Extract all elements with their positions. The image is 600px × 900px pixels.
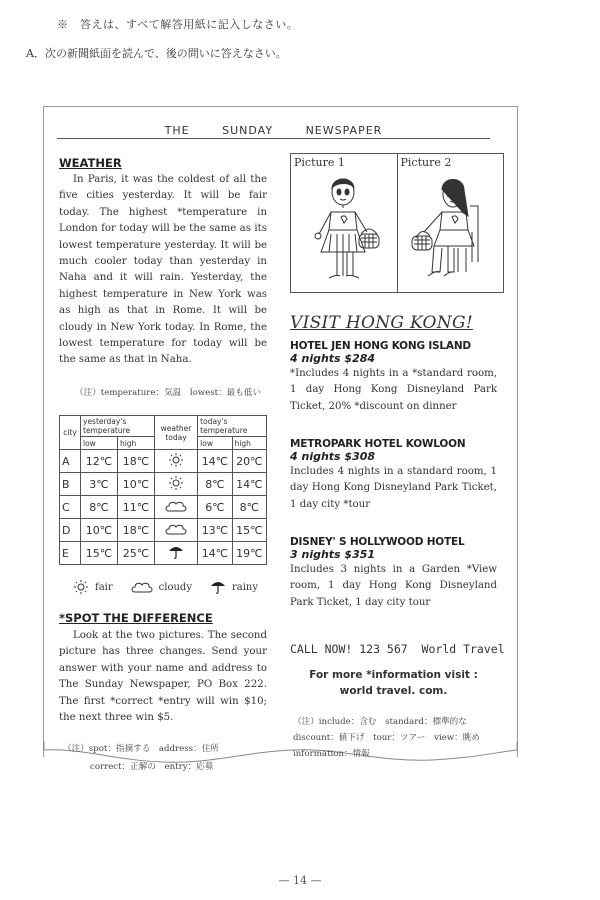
picture-1-label: Picture 1 [294, 156, 345, 169]
weather-cell [154, 496, 197, 519]
sun-icon [168, 457, 184, 470]
masthead [57, 124, 490, 139]
masthead-word: SUNDAY [222, 124, 274, 137]
hotel-listing [290, 536, 497, 611]
spot-heading: *SPOT THE DIFFERENCE [59, 611, 213, 625]
legend-cloudy: cloudy [158, 581, 192, 593]
more-info-line-1: For more *information visit : [309, 669, 478, 681]
hotel-name: METROPARK HOTEL KOWLOON [290, 438, 466, 450]
city-cell: D [60, 519, 81, 542]
weather-table-row [60, 450, 267, 473]
weather-note: （注）temperature：気温 lowest：最も低い [75, 388, 262, 398]
col-weather: weather today [154, 416, 197, 450]
hotel-price: 3 nights $351 [290, 548, 376, 561]
today-low-cell: 6℃ [198, 496, 232, 519]
col-y-high: high [117, 437, 154, 450]
girl-standing-illustration [291, 172, 396, 290]
more-info [290, 667, 497, 699]
col-t-low: low [198, 437, 232, 450]
weather-article: In Paris, it was the coldest of all the five cities yesterday. It will be fair today. The highest *temperature in London for today will be the same as its lowest temperature yesterday. It will be much cooler today than yesterday in Naha and it will rain. Yesterday, the highest temperature in New York was as high as that in Rome. It will be cloudy in New York today. In Rome, the lowest temperature for today will be the same as that in Naha. [59, 174, 267, 366]
cloud-icon [131, 580, 153, 594]
weather-table-row [60, 496, 267, 519]
picture-2-label: Picture 2 [400, 156, 452, 169]
masthead-word: NEWSPAPER [305, 124, 383, 137]
today-low-cell: 14℃ [198, 542, 232, 565]
sun-icon [168, 480, 184, 493]
weather-table [59, 415, 267, 565]
spot-note-2: correct：正解の entry：応募 [90, 762, 214, 772]
exam-instruction: ※ 答えは、すべて解答用紙に記入しなさい。 [57, 18, 299, 31]
today-high-cell: 19℃ [232, 542, 266, 565]
more-info-url: world travel. com. [339, 685, 448, 697]
today-low-cell: 14℃ [198, 450, 232, 473]
col-t-high: high [232, 437, 266, 450]
col-city: city [60, 416, 81, 450]
city-cell: B [60, 473, 81, 496]
city-cell: C [60, 496, 81, 519]
col-today: today's temperature [198, 416, 267, 437]
ad-title: VISIT HONG KONG! [290, 313, 473, 333]
weather-cell [154, 473, 197, 496]
spot-note-1: （注）spot：指摘する address：住所 [63, 744, 219, 754]
yesterday-low-cell: 15℃ [81, 542, 118, 565]
picture-1 [291, 154, 398, 292]
yesterday-low-cell: 12℃ [81, 450, 118, 473]
yesterday-high-cell: 11℃ [117, 496, 154, 519]
today-high-cell: 20℃ [232, 450, 266, 473]
weather-legend [73, 580, 273, 594]
yesterday-high-cell: 18℃ [117, 450, 154, 473]
weather-cell [154, 519, 197, 542]
today-high-cell: 15℃ [232, 519, 266, 542]
today-high-cell: 8℃ [232, 496, 266, 519]
today-low-cell: 13℃ [198, 519, 232, 542]
today-low-cell: 8℃ [198, 473, 232, 496]
hotel-name: DISNEY' S HOLLYWOOD HOTEL [290, 536, 465, 548]
hotel-name: HOTEL JEN HONG KONG ISLAND [290, 340, 471, 352]
spot-article: Look at the two pictures. The second picture has three changes. Send your answer with your name and address to The Sunday Newspaper, PO Box 222. The first *correct *entry will win $10; the next three win $5. [59, 630, 267, 724]
cloud-icon [165, 503, 187, 516]
ad-note: （注）include：含む standard：標準的な discount：値下げ tour：ツアー view：眺め information：情報 [293, 717, 489, 759]
yesterday-low-cell: 8℃ [81, 496, 118, 519]
hotel-description: *Includes 4 nights in a *standard room, 1 day Hong Kong Disneyland Park Ticket, 20% *discount on dinner [290, 368, 497, 412]
girl-sitting-illustration [398, 172, 503, 290]
hotel-price: 4 nights $284 [290, 352, 376, 365]
col-y-low: low [81, 437, 118, 450]
picture-2 [398, 154, 504, 292]
umbrella-icon [168, 549, 184, 562]
city-cell: A [60, 450, 81, 473]
question-prompt: A．次の新聞紙面を読んで、後の問いに答えなさい。 [26, 47, 287, 60]
yesterday-high-cell: 10℃ [117, 473, 154, 496]
legend-rainy: rainy [231, 581, 258, 593]
hotel-description: Includes 3 nights in a Garden *View room, 1 day Hong Kong Disneyland Park Ticket, 1 day city tour [290, 564, 497, 608]
page-number: — 14 — [278, 874, 322, 887]
weather-cell [154, 450, 197, 473]
hotel-description: Includes 4 nights in a standard room, 1 day Hong Kong Disneyland Park Ticket, 1 day city *tour [290, 466, 497, 510]
weather-table-row [60, 542, 267, 565]
yesterday-low-cell: 10℃ [81, 519, 118, 542]
hotel-listing [290, 340, 497, 415]
yesterday-high-cell: 25℃ [117, 542, 154, 565]
today-high-cell: 14℃ [232, 473, 266, 496]
masthead-word: THE [164, 124, 190, 137]
legend-fair: fair [95, 581, 113, 593]
sun-icon [73, 580, 89, 594]
weather-heading: WEATHER [59, 156, 122, 170]
yesterday-high-cell: 18℃ [117, 519, 154, 542]
col-yesterday: yesterday's temperature [81, 416, 155, 437]
yesterday-low-cell: 3℃ [81, 473, 118, 496]
weather-cell [154, 542, 197, 565]
umbrella-icon [210, 580, 226, 594]
weather-table-row [60, 473, 267, 496]
call-now-line: CALL NOW! 123 567 World Travel [290, 642, 505, 656]
hotel-listing [290, 438, 497, 513]
hotel-price: 4 nights $308 [290, 450, 376, 463]
city-cell: E [60, 542, 81, 565]
weather-table-row [60, 519, 267, 542]
pictures-panel [290, 153, 504, 293]
cloud-icon [165, 526, 187, 539]
